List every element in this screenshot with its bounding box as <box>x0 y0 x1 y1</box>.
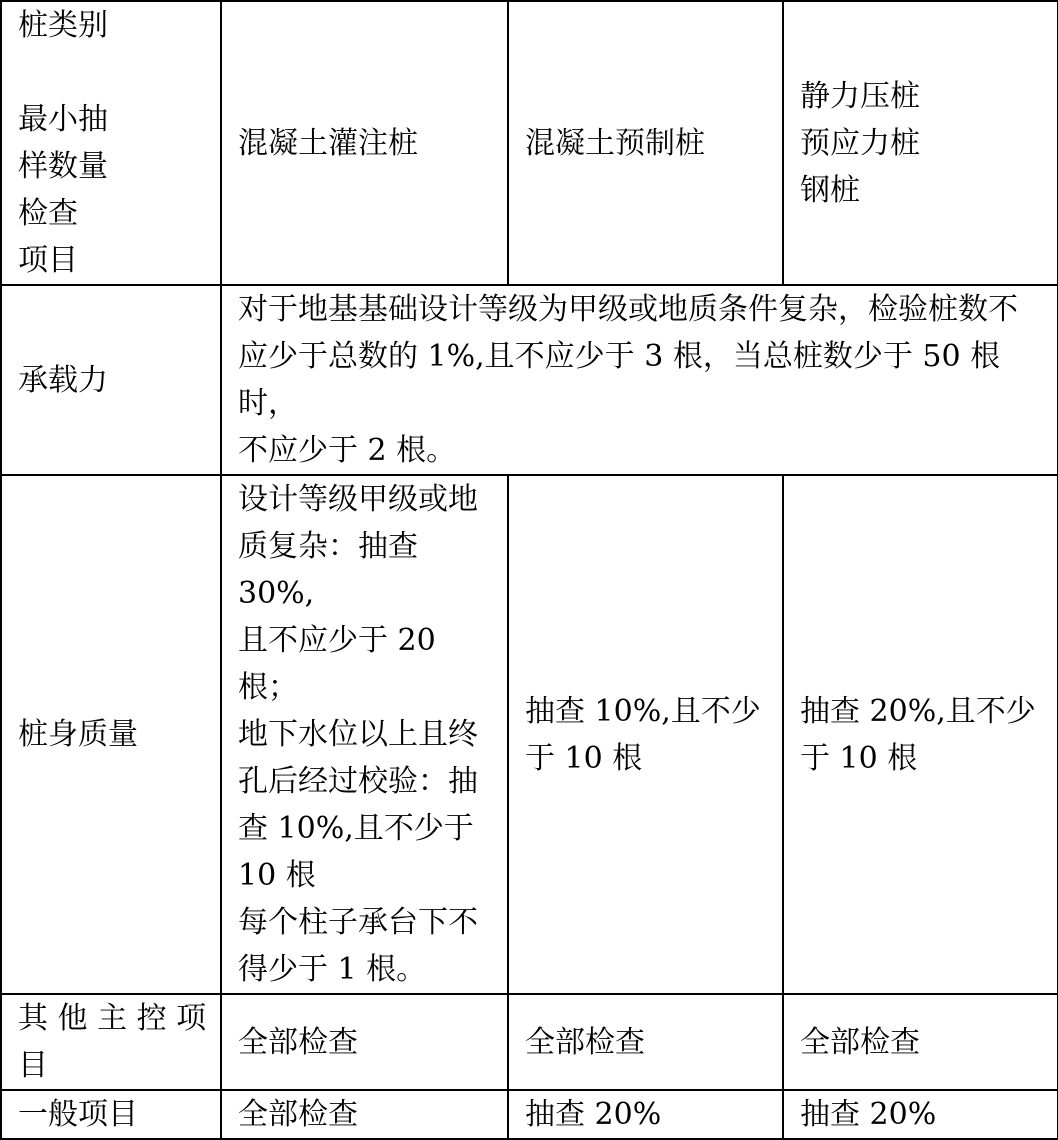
pile-quality-cast-line-2: 质复杂：抽查 30%, <box>238 529 418 611</box>
pile-quality-cast-line-3: 且不应少于 20 根； <box>238 623 436 705</box>
pile-quality-static-line-2: 于 10 根 <box>800 740 918 776</box>
other-main-items-row <box>1 994 1058 1090</box>
header-row <box>1 1 1058 285</box>
bearing-text-line-1: 对于地基基础设计等级为甲级或地质条件复杂，检验桩数不 <box>238 292 1018 327</box>
general-items-row <box>1 1090 1058 1139</box>
pile-quality-cast-line-7: 10 根 <box>238 858 316 893</box>
general-cast-value: 全部检查 <box>221 1090 508 1139</box>
pile-quality-static-line-1: 抽查 20%,且不少 <box>800 693 1036 729</box>
pile-quality-row <box>1 475 1058 994</box>
pile-quality-cast-line-9: 得少于 1 根。 <box>238 952 427 987</box>
pile-quality-cast-line-4: 地下水位以上且终 <box>238 717 478 752</box>
header-corner-line-2 <box>18 49 210 96</box>
general-precast-value: 抽查 20% <box>508 1090 783 1139</box>
header-corner-line-4: 样数量 <box>18 149 108 184</box>
other-main-precast-value: 全部检查 <box>508 994 783 1090</box>
header-static-pile-cell <box>783 1 1058 285</box>
header-corner-line-1: 桩类别 <box>18 8 108 43</box>
header-precast-pile: 混凝土预制桩 <box>508 1 783 285</box>
header-cast-in-place-pile: 混凝土灌注桩 <box>221 1 508 285</box>
header-corner-cell <box>1 1 221 285</box>
pile-quality-cast-cell <box>221 475 508 994</box>
general-static-value: 抽查 20% <box>783 1090 1058 1139</box>
bearing-capacity-text-cell <box>221 285 1058 475</box>
header-static-pile-line-3: 钢桩 <box>800 172 860 208</box>
bearing-text-line-2: 应少于总数的 1%,且不应少于 3 根，当总桩数少于 50 根时， <box>238 339 1001 421</box>
general-items-label: 一般项目 <box>1 1090 221 1139</box>
bearing-capacity-row <box>1 285 1058 475</box>
pile-quality-precast-cell <box>508 475 783 994</box>
header-corner-line-5: 检查 <box>18 196 78 231</box>
pile-quality-cast-line-8: 每个柱子承台下不 <box>238 905 478 940</box>
other-main-items-label-line-1: 其 他 主 控 项 <box>18 1001 207 1036</box>
header-static-pile-line-2: 预应力桩 <box>800 125 920 161</box>
pile-quality-cast-line-5: 孔后经过校验：抽 <box>238 764 478 799</box>
bearing-text-line-3: 不应少于 2 根。 <box>238 433 457 468</box>
other-main-items-label-cell <box>1 994 221 1090</box>
header-corner-line-6: 项目 <box>18 243 78 278</box>
other-main-items-label-line-2: 目 <box>18 1048 48 1083</box>
pile-quality-static-cell <box>783 475 1058 994</box>
pile-quality-precast-line-2: 于 10 根 <box>525 740 643 776</box>
bearing-capacity-label: 承载力 <box>1 285 221 475</box>
header-corner-line-3: 最小抽 <box>18 102 108 137</box>
pile-quality-cast-line-6: 查 10%,且不少于 <box>238 811 474 846</box>
pile-quality-cast-line-1: 设计等级甲级或地 <box>238 482 478 517</box>
other-main-cast-value: 全部检查 <box>221 994 508 1090</box>
header-static-pile-line-1: 静力压桩 <box>800 78 920 114</box>
pile-quality-label: 桩身质量 <box>1 475 221 994</box>
other-main-static-value: 全部检查 <box>783 994 1058 1090</box>
pile-quality-precast-line-1: 抽查 10%,且不少 <box>525 693 761 729</box>
